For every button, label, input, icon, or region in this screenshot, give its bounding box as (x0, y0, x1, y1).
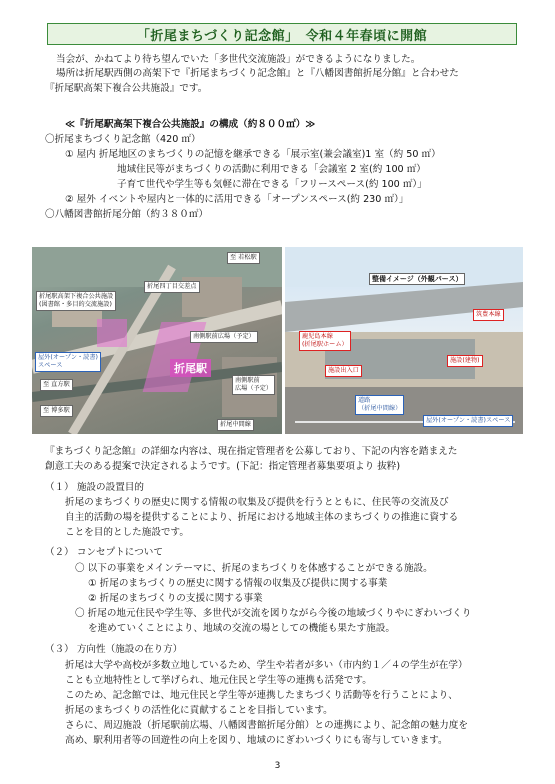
section1-line: ことを目的とした施設です。 (65, 527, 189, 538)
label-entrance: 施設出入口 (325, 365, 362, 377)
section2-heading: （２） コンセプトについて (45, 547, 163, 558)
section2-line: 〇 以下の事業をメインテーマに、折尾のまちづくりを体感することができる施設。 (75, 563, 433, 574)
label-to-nogata: 至 直方駅 (40, 379, 73, 391)
label-orio4: 折尾四丁目交差点 (144, 281, 200, 293)
section2-line: を進めていくことにより、地域の交流の場としての機能も果たす施設。 (88, 623, 395, 634)
body-intro-line: 『まちづくり記念館』の詳細な内容は、現在指定管理者を公募しており、下記の内容を踏まえた (45, 446, 458, 457)
label-facility (36, 291, 116, 311)
perspective-heading: 整備イメージ（外観パース） (369, 273, 465, 285)
composition-line: 〇折尾まちづくり記念館（420 ㎡） (45, 134, 201, 145)
aerial-photo (32, 247, 282, 434)
composition-heading: ≪『折尾駅高架下複合公共施設』の構成（約８００㎡）≫ (65, 119, 316, 130)
section3-heading: （３） 方向性（施設の在り方） (45, 644, 183, 655)
section1-line: 自主的活動の場を提供することにより、折尾における地域主体のまちづくりの推進に資する (65, 512, 459, 523)
section3-line: ことも立地特性として挙げられ、地元住民と学生等の連携も活発です。 (65, 675, 372, 686)
label-building: 施設(建物) (447, 355, 483, 367)
label-kagoshima-main: 鹿児島本線 (302, 333, 333, 340)
perspective-image (285, 247, 523, 434)
label-south-plaza: 南側駅前広場（予定） (190, 331, 258, 343)
section2-line: 〇 折尾の地元住民や学生等、多世代が交流を図りながら今後の地域づくりやにぎわいづくり (75, 608, 472, 619)
label-chikuho: 筑豊本線 (473, 309, 504, 321)
label-south-plaza2-sub: 広場（予定） (235, 385, 273, 392)
label-outdoor-right: 屋外(オープン・読書)スペース (423, 415, 513, 427)
label-south-plaza2 (232, 375, 275, 395)
title-banner (47, 23, 517, 45)
section2-line: ① 折尾のまちづくりの歴史に関する情報の収集及び提供に関する事業 (88, 578, 388, 589)
page-number: 3 (274, 761, 281, 771)
section1-line: 折尾のまちづくりの歴史に関する情報の収集及び提供を行うとともに、住民等の交流及び (65, 497, 449, 508)
label-road-sub: （折尾中間線） (358, 405, 402, 412)
label-to-hakata: 至 博多駅 (40, 405, 73, 417)
body-intro-line: 創意工夫のある提案で決定されるようです。(下記：指定管理者募集要項より 抜粋) (45, 461, 401, 472)
section3-line: さらに、周辺施設（折尾駅前広場、八幡図書館折尾分館）との連携により、記念館の魅力度を (65, 720, 468, 731)
section3-line: 高め、駅利用者等の回遊性の向上を図り、地域のにぎわいづくりにも寄与していきます。 (65, 735, 448, 746)
composition-line: 子育て世代や学生等も気軽に滞在できる「フリースペース(約 100 ㎡）」 (117, 179, 427, 190)
composition-line: ② 屋外 イベントや屋内と一体的に活用できる「オープンスペース(約 230 ㎡）」 (65, 194, 409, 205)
label-facility-sub: (図書館・多目的交流施設) (39, 301, 112, 308)
section3-line: このため、記念館では、地元住民と学生等が連携したまちづくり活動等を行うことにより、 (65, 690, 458, 701)
section2-line: ② 折尾のまちづくりの支援に関する事業 (88, 593, 263, 604)
label-outdoor-main: 屋外(オープン・読書) (38, 354, 98, 361)
section1-heading: （１） 施設の設置目的 (45, 482, 144, 493)
intro-line: 『折尾駅高架下複合公共施設』です。 (45, 83, 208, 94)
label-kagoshima (299, 331, 351, 351)
label-orio-naka: 折尾中間線 (217, 419, 254, 431)
section3-line: 折尾は大学や高校が多数立地しているため、学生や若者が多い（市内約１／４の学生が在学） (65, 660, 468, 671)
composition-line: 地域住民等がまちづくりの活動に利用できる「会議室 2 室(約 100 ㎡） (117, 164, 426, 175)
composition-line: ① 屋内 折尾地区のまちづくりの記憶を継承できる「展示室(兼会議室)1 室（約 50 ㎡） (65, 149, 441, 160)
section3-line: 折尾のまちづくりの活性化に貢献することを目指しています。 (65, 705, 333, 716)
label-south-plaza2-main: 南側駅前 (235, 377, 260, 384)
page-title: 「折尾まちづくり記念館」 令和４年春頃に開館 (136, 28, 428, 44)
label-road (355, 395, 404, 415)
label-orio-station: 折尾駅 (170, 359, 211, 377)
label-road-main: 道路 (358, 397, 371, 404)
intro-line: 場所は折尾駅西側の高架下で『折尾まちづくり記念館』と『八幡図書館折尾分館』と合わせた (56, 68, 459, 79)
label-to-wakamatsu: 至 若松駅 (227, 252, 260, 264)
composition-line: 〇八幡図書館折尾分館（約３８０㎡） (45, 209, 209, 220)
label-outdoor-sub: スペース (38, 362, 63, 369)
facility-highlight (97, 319, 127, 347)
intro-line: 当会が、かねてより待ち望んでいた「多世代交流施設」ができるようになりました。 (56, 54, 421, 65)
label-facility-main: 折尾駅高架下複合公共施設 (39, 293, 114, 300)
label-kagoshima-sub: (折尾駅ホーム） (302, 341, 348, 348)
label-outdoor (35, 352, 101, 372)
